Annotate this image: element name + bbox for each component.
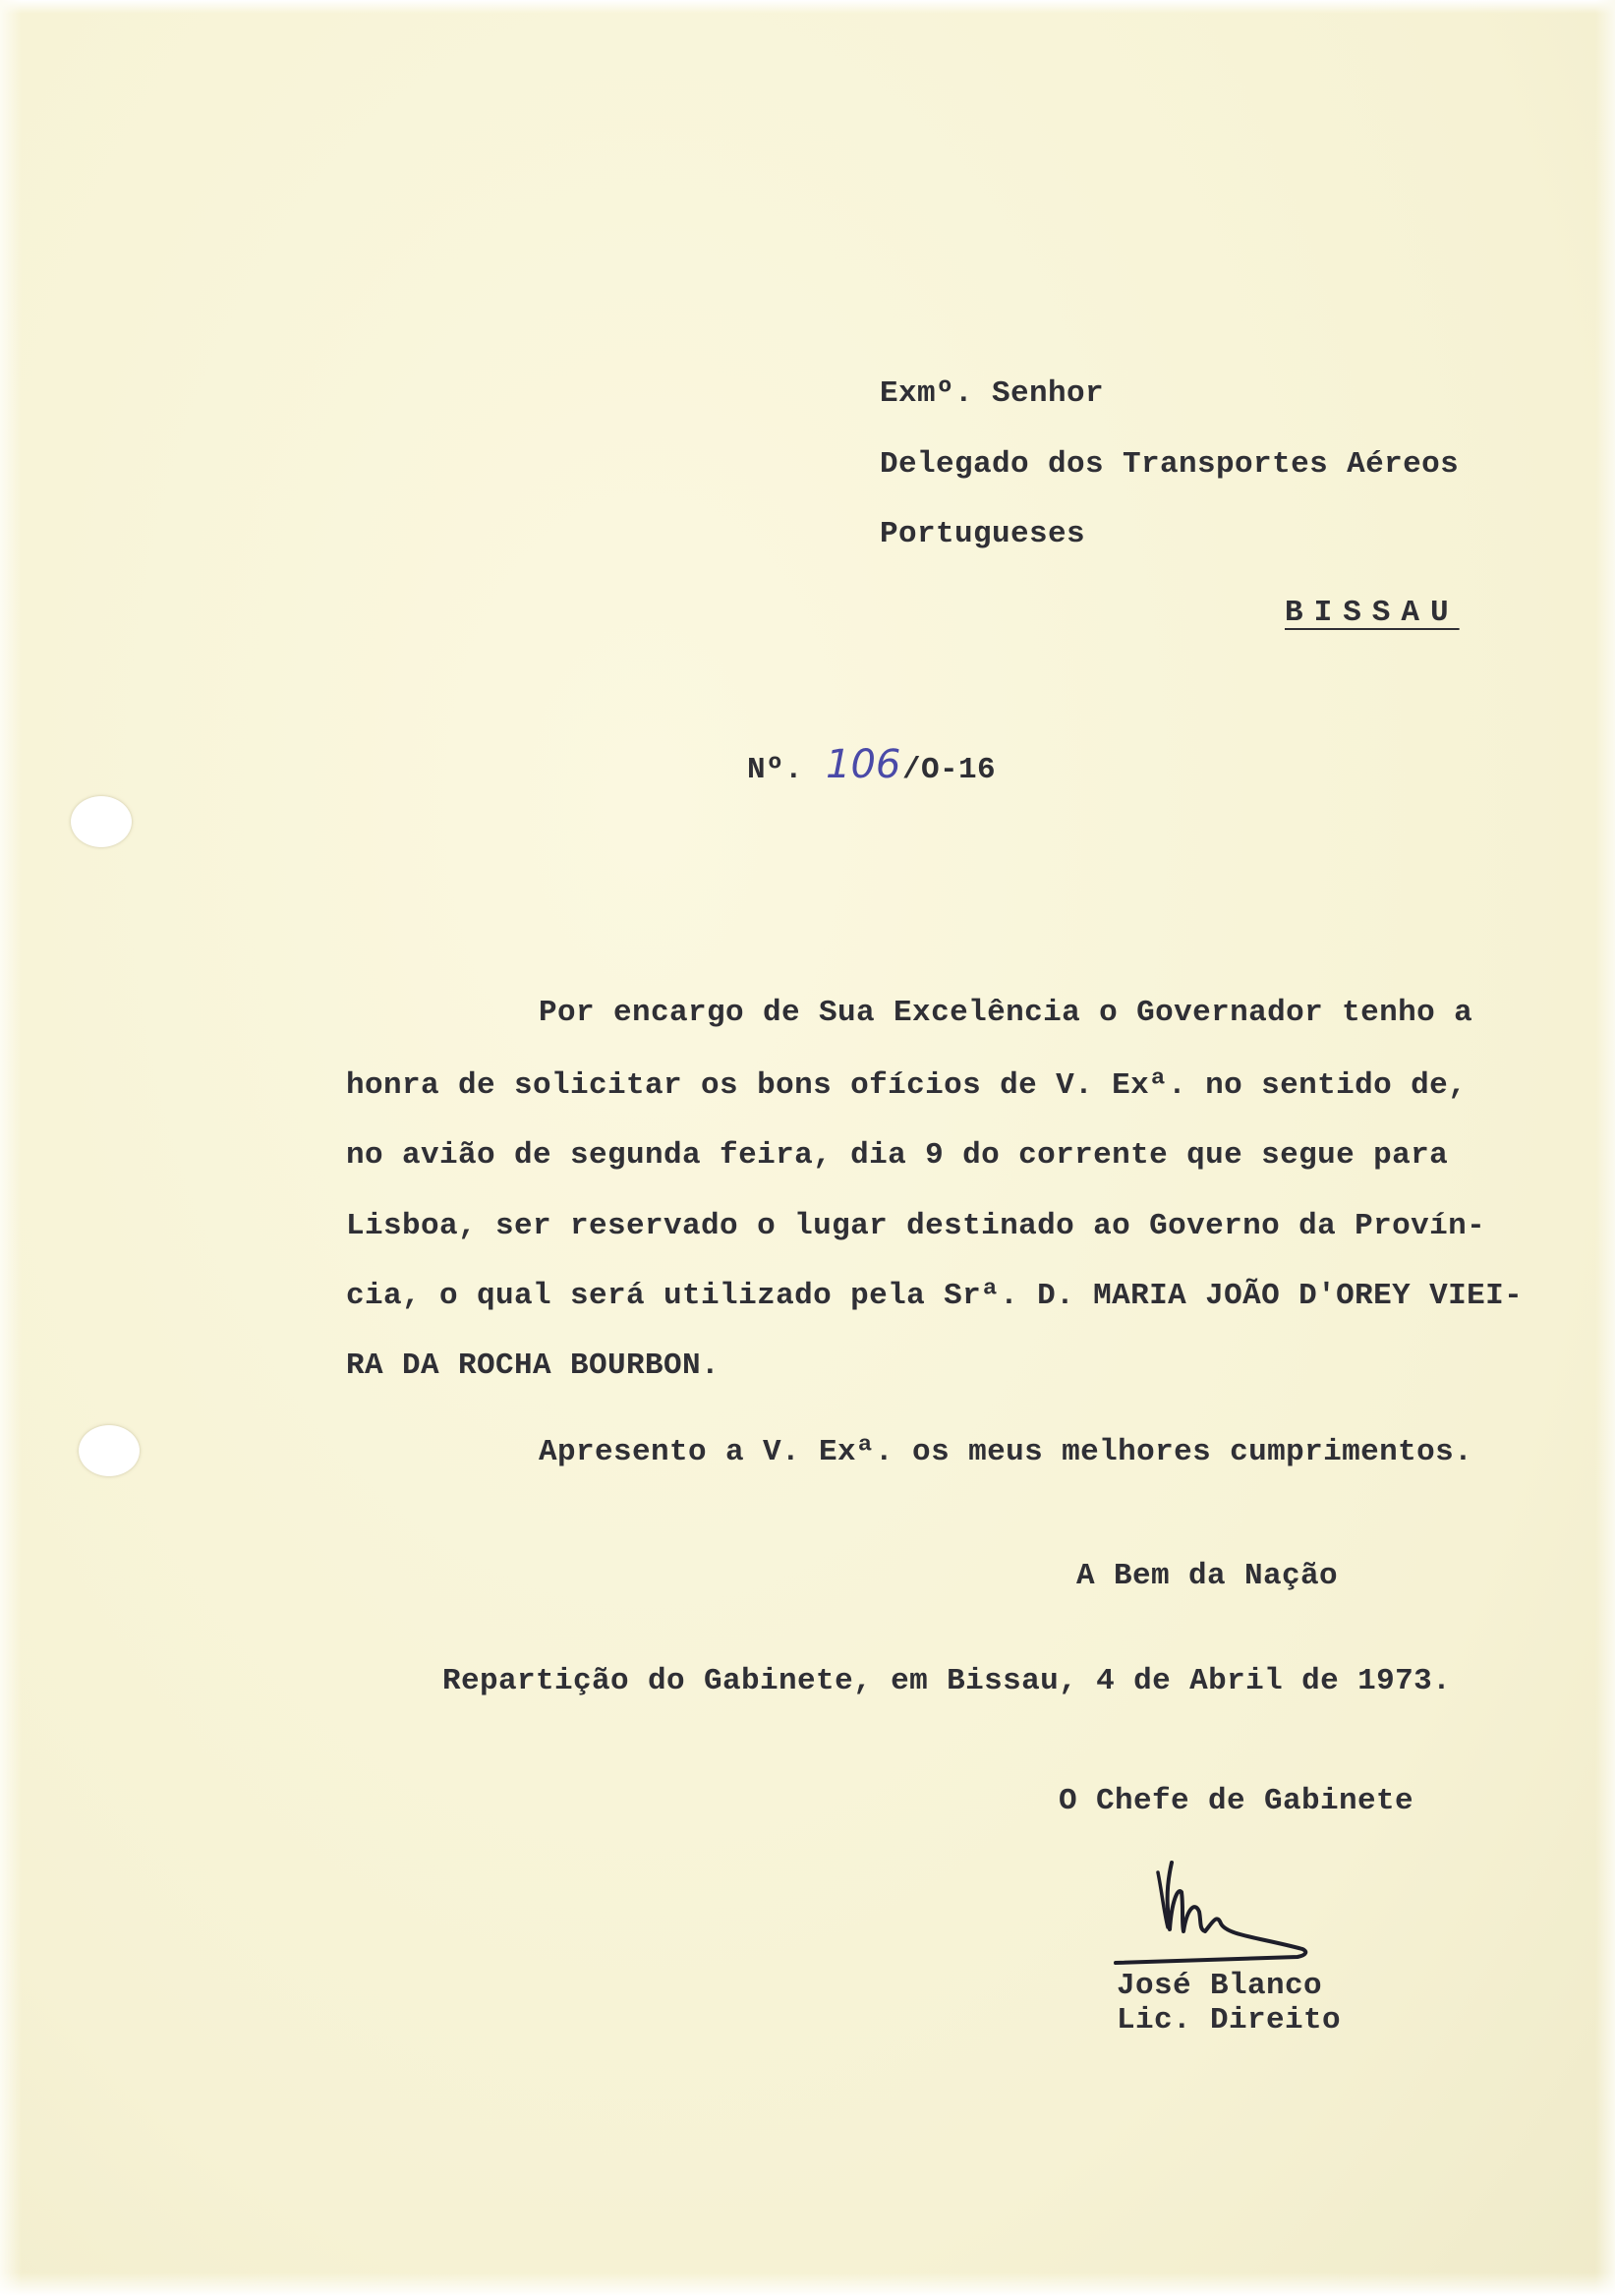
closing-line: Apresento a V. Exª. os meus melhores cumprimentos. [539, 1435, 1473, 1469]
body-line-5: cia, o qual será utilizado pela Srª. D. MARIA JOÃO D'OREY VIEI- [346, 1279, 1524, 1313]
recipient-salutation: Exmº. Senhor [880, 376, 1105, 411]
body-line-1: Por encargo de Sua Excelência o Governador tenho a [539, 996, 1473, 1030]
body-line-2: honra de solicitar os bons ofícios de V. Exª. no sentido de, [346, 1068, 1468, 1103]
signatory-qualification: Lic. Direito [1117, 2003, 1342, 2038]
handwritten-signature [1111, 1853, 1347, 1980]
motto: A Bem da Nação [1076, 1559, 1339, 1593]
recipient-line-2: Portugueses [880, 517, 1086, 551]
body-line-6: RA DA ROCHA BOURBON. [346, 1349, 721, 1383]
punch-hole-bottom [79, 1425, 140, 1476]
paper-edge-right [1595, 0, 1615, 2296]
reference-suffix: /O-16 [902, 753, 997, 787]
body-line-3: no avião de segunda feira, dia 9 do corrente que segue para [346, 1138, 1449, 1173]
punch-hole-top [71, 796, 132, 847]
paper-edge-left [0, 0, 22, 2296]
paper-edge-bottom [0, 2272, 1615, 2296]
reference-number-handwritten: 106 [826, 742, 901, 787]
reference-prefix: Nº. [747, 753, 804, 787]
signatory-title: O Chefe de Gabinete [1059, 1784, 1414, 1818]
body-line-4: Lisboa, ser reservado o lugar destinado ao Governo da Provín- [346, 1209, 1486, 1243]
paper-edge-top [0, 0, 1615, 14]
recipient-line-1: Delegado dos Transportes Aéreos [880, 447, 1460, 482]
signatory-name: José Blanco [1117, 1969, 1323, 2003]
place-date: Repartição do Gabinete, em Bissau, 4 de Abril de 1973. [442, 1664, 1452, 1698]
recipient-city: BISSAU [1285, 596, 1460, 630]
